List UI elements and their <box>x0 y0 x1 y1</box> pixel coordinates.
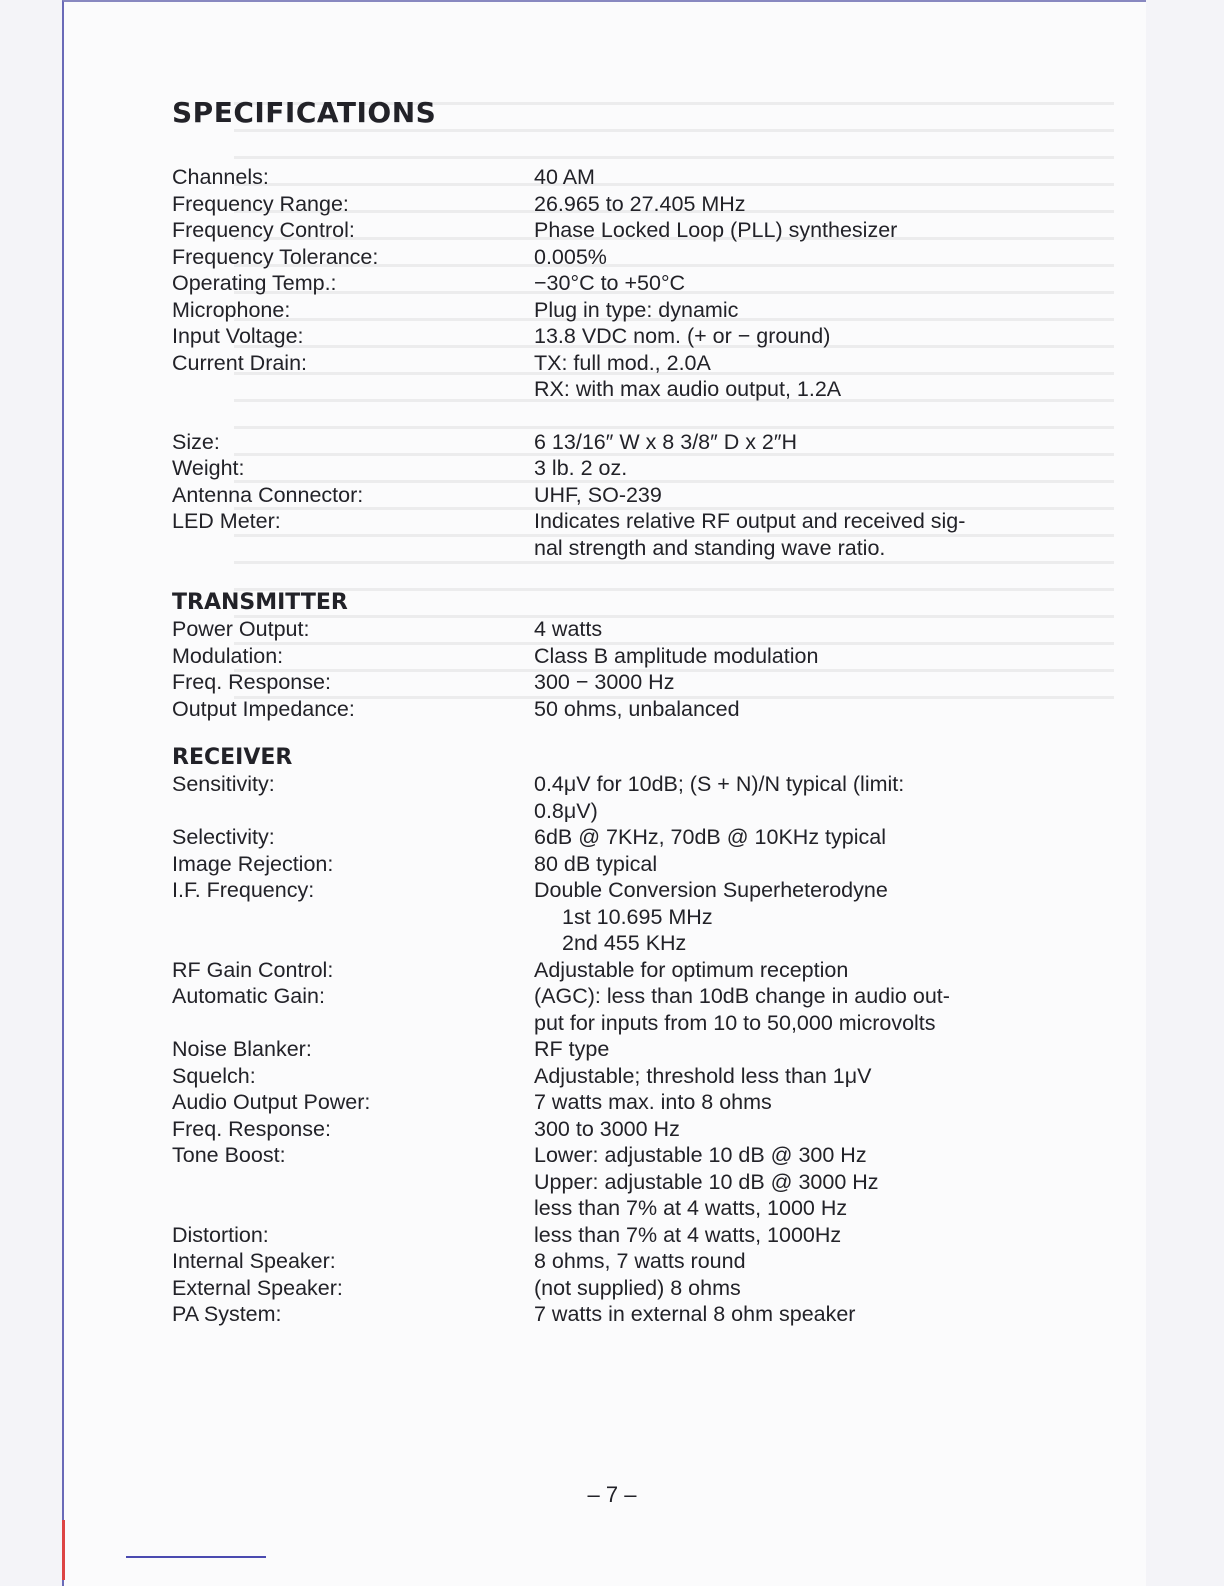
spec-value-line: Adjustable for optimum reception <box>534 957 849 982</box>
general-spec-rows <box>172 164 992 561</box>
spec-value <box>534 270 992 297</box>
spec-label: Frequency Tolerance: <box>172 244 379 269</box>
spec-value-line: 6dB @ 7KHz, 70dB @ 10KHz typical <box>534 825 886 849</box>
spec-label: Squelch: <box>172 1063 256 1088</box>
spec-row <box>172 482 992 509</box>
margin-mark <box>62 1520 65 1580</box>
spec-label: Internal Speaker: <box>172 1249 336 1273</box>
margin-rule <box>126 1556 266 1558</box>
spec-row <box>172 508 992 561</box>
spec-value <box>534 669 992 696</box>
spec-label: I.F. Frequency: <box>172 878 315 902</box>
spec-label: Weight: <box>172 456 245 480</box>
spec-value-line: −30°C to +50°C <box>534 271 686 295</box>
spec-value-line: 40 AM <box>534 165 595 189</box>
spec-row <box>172 851 992 878</box>
spec-label: Image Rejection: <box>172 851 334 876</box>
spec-label: RF Gain Control: <box>172 957 334 982</box>
spec-value <box>534 1248 992 1275</box>
spec-row <box>172 297 992 324</box>
spec-value <box>534 1222 992 1249</box>
spec-row <box>172 244 992 271</box>
spec-value <box>534 643 992 670</box>
spec-value-line: Class B amplitude modulation <box>534 643 819 668</box>
transmitter-heading: TRANSMITTER <box>172 590 348 615</box>
spec-value <box>534 616 992 643</box>
general-spec-table <box>172 164 992 561</box>
transmitter-spec-rows <box>172 616 992 722</box>
spec-value <box>534 191 992 218</box>
spec-row <box>172 616 992 643</box>
spec-row <box>172 1142 992 1222</box>
spec-value-line: 13.8 VDC nom. (+ or − ground) <box>534 324 831 348</box>
spec-value <box>534 297 992 324</box>
spec-label: Distortion: <box>172 1222 269 1247</box>
spec-value-line: 300 to 3000 Hz <box>534 1116 680 1141</box>
spec-value <box>534 771 992 824</box>
spec-value <box>534 1142 992 1222</box>
spec-row <box>172 323 992 350</box>
spec-value-line: put for inputs from 10 to 50,000 microvolts <box>534 1010 936 1035</box>
spec-value <box>534 824 992 851</box>
spec-value <box>534 455 992 482</box>
spec-value <box>534 482 992 509</box>
spec-row <box>172 643 992 670</box>
spec-label: Power Output: <box>172 617 310 641</box>
spec-label: External Speaker: <box>172 1275 343 1300</box>
spec-row <box>172 1222 992 1249</box>
spec-label: Frequency Control: <box>172 218 355 242</box>
spec-value-line: Double Conversion Superheterodyne <box>534 878 888 902</box>
spec-value <box>534 1275 992 1302</box>
spec-value-line: (not supplied) 8 ohms <box>534 1275 741 1300</box>
spec-label: Tone Boost: <box>172 1143 286 1167</box>
spec-label: Output Impedance: <box>172 696 355 721</box>
spec-value-line: 1st 10.695 MHz <box>562 904 713 929</box>
spec-row <box>172 1089 992 1116</box>
spec-value <box>534 877 992 957</box>
spec-value-line: less than 7% at 4 watts, 1000 Hz <box>534 1196 848 1220</box>
spec-value-line: Indicates relative RF output and received sig- <box>534 509 966 533</box>
spec-row <box>172 191 992 218</box>
spec-value <box>534 244 992 271</box>
spec-value-line: RF type <box>534 1037 610 1061</box>
spec-value <box>534 164 992 191</box>
spec-value-line: Plug in type: dynamic <box>534 297 739 322</box>
row-spacer <box>172 403 992 429</box>
page-title: SPECIFICATIONS <box>172 96 437 129</box>
spec-row <box>172 696 992 723</box>
spec-value-line: 4 watts <box>534 617 603 641</box>
receiver-spec-table <box>172 771 992 1328</box>
spec-label: Input Voltage: <box>172 324 304 348</box>
spec-value-line: less than 7% at 4 watts, 1000Hz <box>534 1222 842 1247</box>
spec-value <box>534 1063 992 1090</box>
spec-value <box>534 508 992 561</box>
spec-value-line: 0.8μV) <box>534 798 598 823</box>
spec-row <box>172 1248 992 1275</box>
spec-row <box>172 1036 992 1063</box>
spec-label: Channels: <box>172 165 269 189</box>
spec-value <box>534 429 992 456</box>
spec-value-line: 26.965 to 27.405 MHz <box>534 191 746 216</box>
spec-row <box>172 983 992 1036</box>
spec-row <box>172 771 992 824</box>
spec-value <box>534 851 992 878</box>
spec-value <box>534 1089 992 1116</box>
spec-value <box>534 1301 992 1328</box>
spec-value-line: 7 watts max. into 8 ohms <box>534 1090 772 1114</box>
spec-label: Antenna Connector: <box>172 482 364 507</box>
receiver-spec-rows <box>172 771 992 1328</box>
spec-value-line: 300 − 3000 Hz <box>534 670 675 694</box>
spec-label: Sensitivity: <box>172 772 275 796</box>
spec-value <box>534 350 992 403</box>
spec-value-line: Phase Locked Loop (PLL) synthesizer <box>534 218 898 242</box>
spec-label: Size: <box>172 429 220 454</box>
spec-value-line: 6 13/16″ W x 8 3/8″ D x 2″H <box>534 429 798 454</box>
spec-row <box>172 877 992 957</box>
spec-value-line: 7 watts in external 8 ohm speaker <box>534 1302 856 1326</box>
spec-value-line: UHF, SO-239 <box>534 482 662 507</box>
specifications-section <box>172 96 1072 1328</box>
spec-value-line: 50 ohms, unbalanced <box>534 696 740 721</box>
spec-label: Audio Output Power: <box>172 1090 371 1114</box>
spec-row <box>172 1275 992 1302</box>
spec-row <box>172 164 992 191</box>
spec-value <box>534 217 992 244</box>
spec-label: Freq. Response: <box>172 670 331 694</box>
spec-label: Frequency Range: <box>172 191 349 216</box>
spec-label: Selectivity: <box>172 825 275 849</box>
spec-value-line: RX: with max audio output, 1.2A <box>534 377 842 401</box>
spec-row <box>172 824 992 851</box>
spec-label: Freq. Response: <box>172 1116 331 1141</box>
spec-value-line: (AGC): less than 10dB change in audio out- <box>534 984 950 1008</box>
spec-value-line: 8 ohms, 7 watts round <box>534 1249 746 1273</box>
spec-label: PA System: <box>172 1302 282 1326</box>
spec-value <box>534 983 992 1036</box>
spec-value-line: 80 dB typical <box>534 851 658 876</box>
spec-value-line: TX: full mod., 2.0A <box>534 350 711 375</box>
spec-value-line: Adjustable; threshold less than 1μV <box>534 1063 872 1088</box>
spec-row <box>172 429 992 456</box>
spec-label: Current Drain: <box>172 350 308 375</box>
spec-value <box>534 1116 992 1143</box>
spec-value-line: nal strength and standing wave ratio. <box>534 535 886 560</box>
transmitter-spec-table <box>172 616 992 722</box>
spec-row <box>172 1063 992 1090</box>
spec-label: LED Meter: <box>172 509 281 533</box>
spec-row <box>172 669 992 696</box>
spec-value <box>534 696 992 723</box>
spec-row <box>172 350 992 403</box>
spec-value-line: Lower: adjustable 10 dB @ 300 Hz <box>534 1143 867 1167</box>
spec-label: Automatic Gain: <box>172 984 325 1008</box>
spec-row <box>172 270 992 297</box>
spec-value <box>534 323 992 350</box>
spec-row <box>172 1116 992 1143</box>
spec-label: Noise Blanker: <box>172 1037 312 1061</box>
spec-value-line: Upper: adjustable 10 dB @ 3000 Hz <box>534 1169 879 1194</box>
spec-value-line: 0.005% <box>534 244 607 269</box>
spec-row <box>172 455 992 482</box>
spec-label: Operating Temp.: <box>172 271 337 295</box>
spec-value <box>534 957 992 984</box>
spec-value-line: 3 lb. 2 oz. <box>534 456 628 480</box>
spec-value <box>534 1036 992 1063</box>
spec-label: Microphone: <box>172 297 291 322</box>
spec-value-line: 0.4μV for 10dB; (S + N)/N typical (limit: <box>534 772 905 796</box>
spec-row <box>172 957 992 984</box>
page-number: – 7 – <box>587 1482 637 1507</box>
spec-value-line: 2nd 455 KHz <box>562 931 687 955</box>
spec-row <box>172 217 992 244</box>
receiver-heading: RECEIVER <box>172 745 293 770</box>
spec-label: Modulation: <box>172 643 284 668</box>
spec-row <box>172 1301 992 1328</box>
